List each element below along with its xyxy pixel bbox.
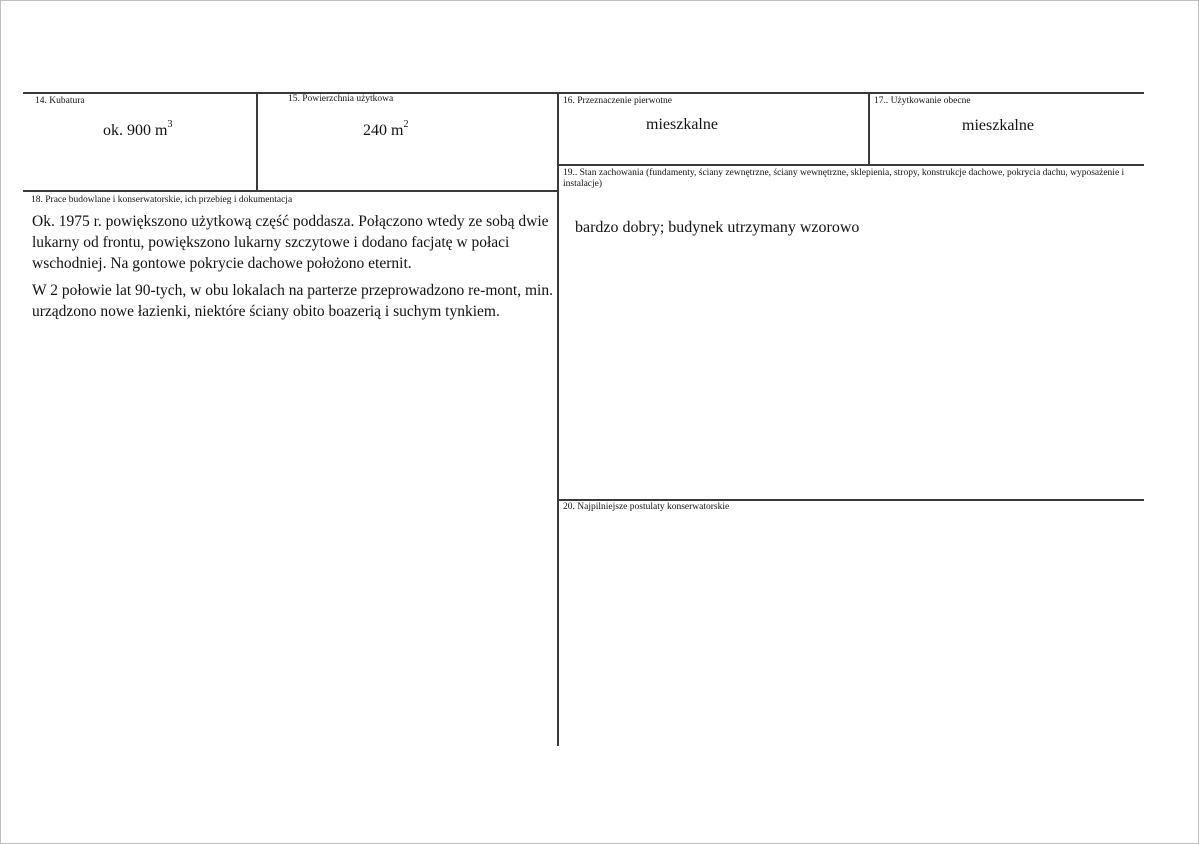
center-divider: [557, 92, 559, 746]
divider-14-15: [256, 92, 258, 190]
field-19-value: bardzo dobry; budynek utrzymany wzorowo: [575, 219, 860, 236]
field-18-paragraph-2: W 2 połowie lat 90-tych, w obu lokalach na parterze przeprowadzono re-mont, min. urządzono nowe łazienki, niektóre ściany obito boazerią i suchym tynkiem.: [32, 282, 553, 320]
field-15-label: 15. Powierzchnia użytkowa: [288, 94, 394, 104]
field-18-paragraph-1: Ok. 1975 r. powiększono użytkową część poddasza. Połączono wtedy ze sobą dwie lukarny od frontu, powiększono lukarny szczytowe i dodano facjatę w połaci wschodniej. Na gontowe pokrycie dachowe położono eternit.: [32, 213, 549, 272]
field-19-label: 19.. Stan zachowania (fundamenty, ściany zewnętrzne, ściany wewnętrzne, sklepienia, stropy, konstrukcje dachowe, pokrycia dachu, wyposażenie i instalacje): [563, 168, 1125, 189]
top-rule-right: [558, 92, 1144, 94]
field-15-unit-exponent: 2: [403, 119, 409, 130]
rule-19-top: [558, 164, 1144, 166]
field-14-value-text: ok. 900 m: [103, 122, 168, 139]
field-14-value: [103, 119, 173, 140]
field-17-value: mieszkalne: [962, 117, 1034, 134]
field-18-label: 18. Prace budowlane i konserwatorskie, ich przebieg i dokumentacja: [31, 195, 293, 205]
field-17-label: 17.. Użytkowanie obecne: [874, 96, 971, 106]
divider-16-17: [868, 92, 870, 164]
rule-20-top: [558, 499, 1144, 501]
field-20-label: 20. Najpilniejsze postulaty konserwatorskie: [563, 502, 730, 512]
field-14-label: 14. Kubatura: [35, 96, 85, 106]
rule-18-top: [23, 190, 558, 192]
field-14-unit-exponent: 3: [167, 119, 173, 130]
field-15-value-text: 240 m: [363, 122, 404, 139]
field-16-value: mieszkalne: [646, 116, 718, 133]
field-16-label: 16. Przeznaczenie pierwotne: [563, 96, 672, 106]
field-18-text: [32, 211, 554, 328]
field-15-value: [363, 119, 409, 140]
